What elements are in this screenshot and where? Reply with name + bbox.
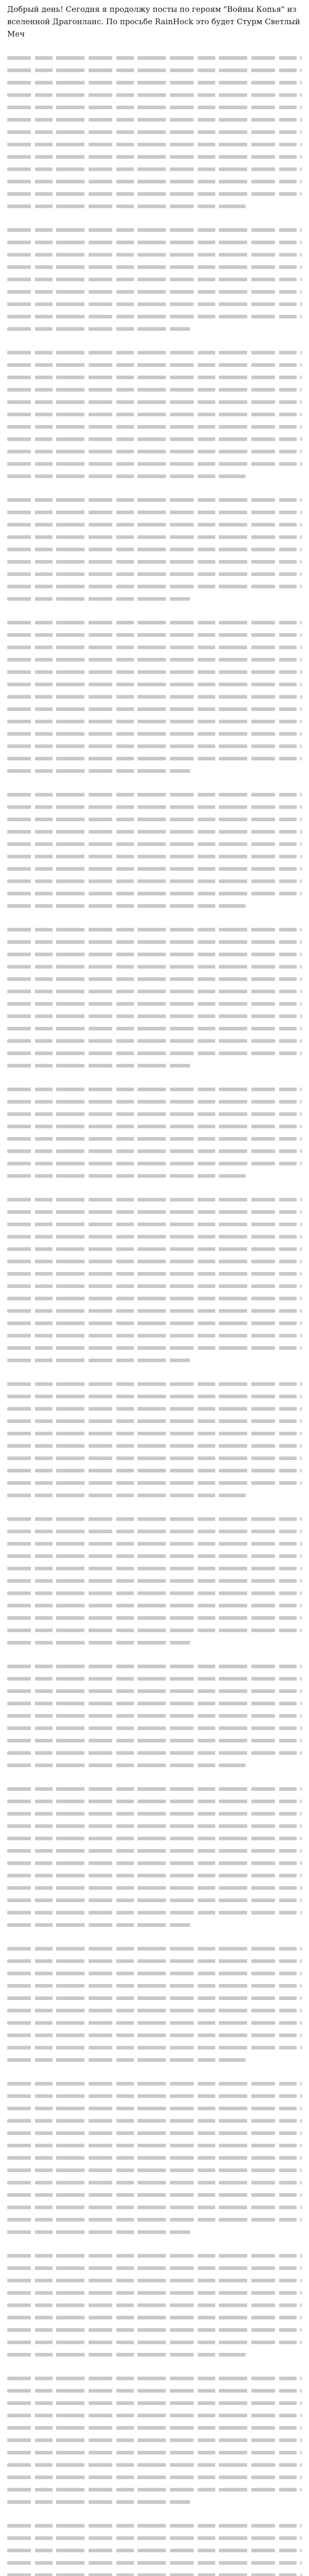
post-paragraph: [7, 1513, 302, 1649]
post-paragraph: [7, 1942, 302, 2066]
post-paragraph: [7, 923, 302, 1072]
post-paragraph: [7, 52, 302, 212]
post-paragraph: [7, 2519, 302, 2576]
post-paragraph: [7, 788, 302, 912]
post-paragraph: [7, 1660, 302, 1771]
post-paragraph: [7, 1083, 302, 1182]
post-paragraph: [7, 224, 302, 335]
post-paragraph: [7, 616, 302, 777]
post-paragraph: [7, 346, 302, 482]
post-paragraph: [7, 1378, 302, 1501]
post-paragraph: [7, 2077, 302, 2238]
post-paragraph: [7, 1193, 302, 1366]
post-paragraph-intro: Добрый день! Сегодня я продолжу посты по героям "Войны Копья" из вселенной Драгонланс. По просьбе RainHock это будет Стурм Светлый Меч: [7, 5, 300, 39]
post-paragraph: [7, 494, 302, 605]
post-paragraph: [7, 1783, 302, 1931]
post-paragraph: [7, 2372, 302, 2508]
post-paragraph: [7, 2249, 302, 2361]
